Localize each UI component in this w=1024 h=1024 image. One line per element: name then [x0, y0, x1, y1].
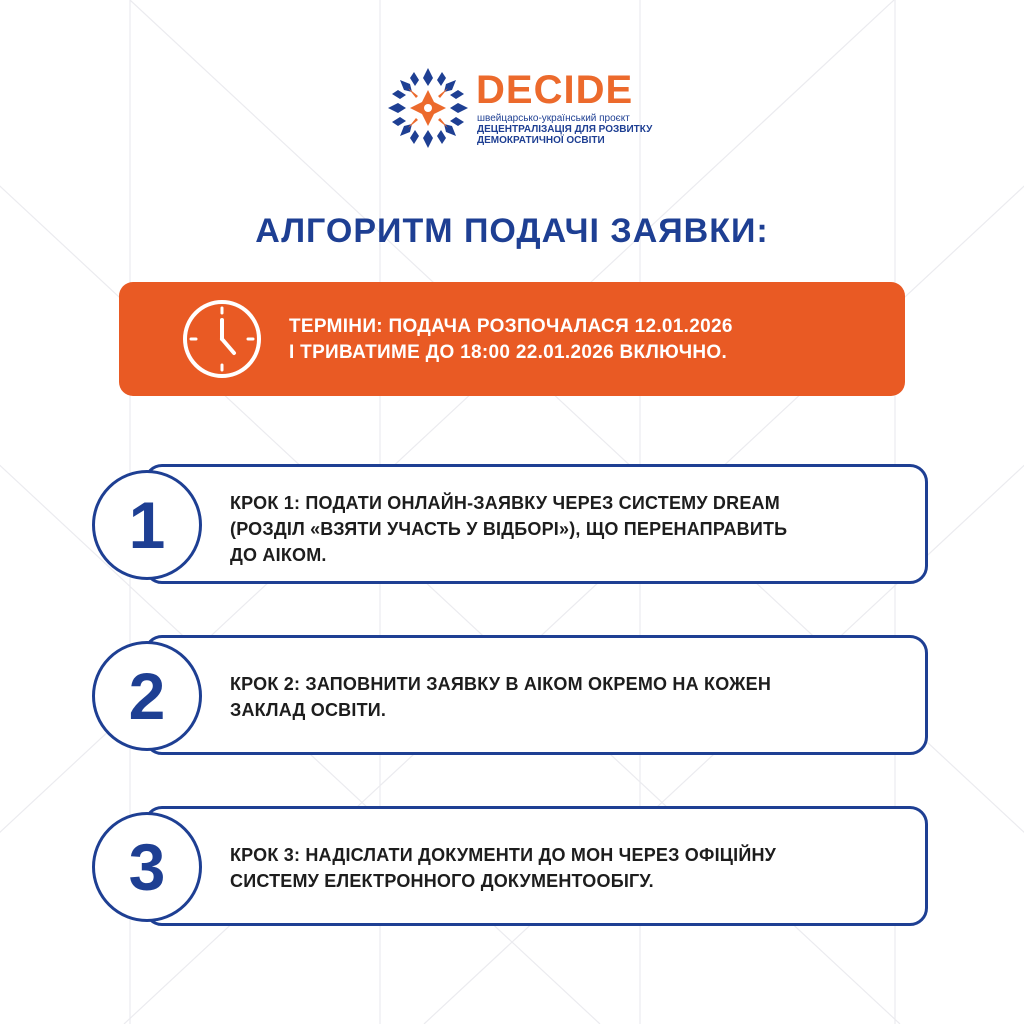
page-title: АЛГОРИТМ ПОДАЧІ ЗАЯВКИ:: [255, 212, 769, 250]
clock-icon: [181, 298, 263, 380]
step-2: [92, 635, 932, 759]
logo-subtitle-line2: ДЕЦЕНТРАЛІЗАЦІЯ ДЛЯ РОЗВИТКУ: [477, 124, 653, 135]
step-1: [92, 464, 932, 588]
step-number: 1: [128, 488, 166, 562]
deadline-text: [289, 314, 889, 366]
step-number-circle: [92, 470, 202, 580]
step-text-line: СИСТЕМУ ЕЛЕКТРОННОГО ДОКУМЕНТООБІГУ.: [230, 871, 654, 891]
deadline-banner: [119, 282, 905, 396]
decide-snowflake-ornament-icon: [386, 66, 470, 150]
step-text: [230, 490, 910, 568]
logo-subtitle-line3: ДЕМОКРАТИЧНОЇ ОСВІТИ: [477, 135, 605, 146]
logo-wordmark: DECIDE: [476, 68, 634, 112]
step-text-line: ЗАКЛАД ОСВІТИ.: [230, 700, 387, 720]
step-number-circle: [92, 641, 202, 751]
deadline-line-1: ТЕРМІНИ: ПОДАЧА РОЗПОЧАЛАСЯ 12.01.2026: [289, 316, 733, 337]
step-text-line: (РОЗДІЛ «ВЗЯТИ УЧАСТЬ У ВІДБОРІ»), ЩО ПЕРЕНАПРАВИТЬ: [230, 519, 788, 539]
step-number: 2: [128, 659, 166, 733]
step-3: [92, 806, 932, 930]
step-text-line: КРОК 1: ПОДАТИ ОНЛАЙН-ЗАЯВКУ ЧЕРЕЗ СИСТЕМУ DREAM: [230, 493, 780, 513]
step-number: 3: [128, 830, 166, 904]
logo-subtitle: швейцарсько-український проєкт: [477, 113, 630, 124]
step-number-circle: [92, 812, 202, 922]
step-text: [230, 671, 910, 723]
step-text-line: КРОК 2: ЗАПОВНИТИ ЗАЯВКУ В АІКОМ ОКРЕМО НА КОЖЕН: [230, 674, 772, 694]
step-text: [230, 842, 910, 894]
step-text-line: КРОК 3: НАДІСЛАТИ ДОКУМЕНТИ ДО МОН ЧЕРЕЗ ОФІЦІЙНУ: [230, 845, 777, 865]
decide-logo: [386, 66, 653, 150]
deadline-line-2: І ТРИВАТИМЕ ДО 18:00 22.01.2026 ВКЛЮЧНО.: [289, 342, 728, 363]
step-text-line: ДО АІКОМ.: [230, 545, 327, 565]
